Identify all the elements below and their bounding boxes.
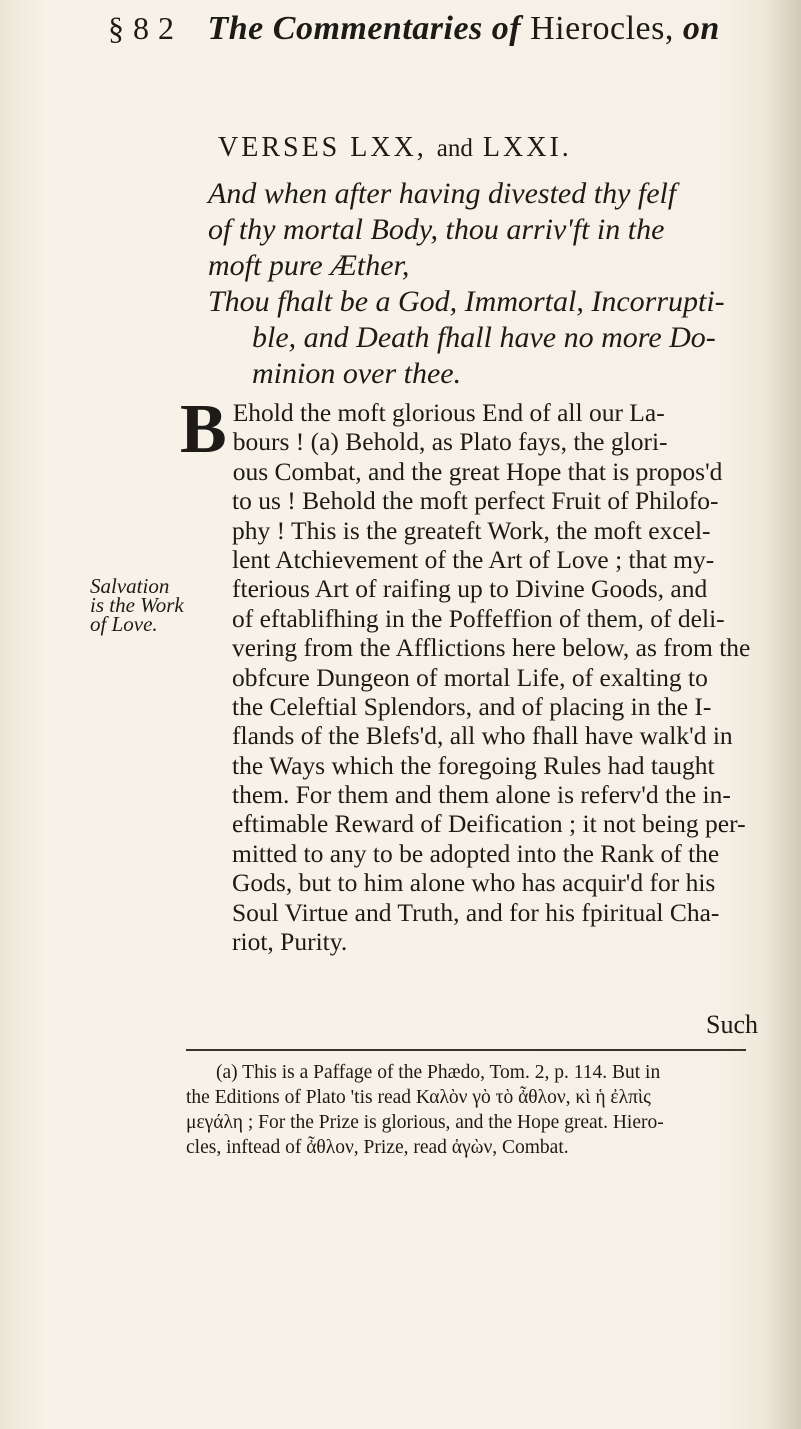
running-title-roman: Hierocles, xyxy=(530,10,674,47)
footnote xyxy=(186,1060,756,1160)
commentary-body xyxy=(180,391,780,957)
body-line: lent Atchievement of the Art of Love ; that my- xyxy=(232,544,715,574)
verse-heading xyxy=(218,132,618,164)
body-line: the Ways which the foregoing Rules had taught xyxy=(232,750,715,780)
body-line: riot, Purity. xyxy=(232,927,348,957)
body-line: of eftablifhing in the Poffeffion of them, of deli- xyxy=(232,603,725,633)
footnote-rule xyxy=(186,1049,746,1051)
body-line: to us ! Behold the moft perfect Fruit of Philofo- xyxy=(232,486,719,516)
body-line: Soul Virtue and Truth, and for his fpiritual Cha- xyxy=(232,897,720,927)
verse-text xyxy=(208,176,768,392)
body-line: ous Combat, and the great Hope that is propos'd xyxy=(232,456,723,486)
verse-line: minion over thee. xyxy=(252,357,462,390)
body-line: vering from the Afflictions here below, as from the xyxy=(232,633,751,663)
footnote-line: μεγάλη ; For the Prize is glorious, and the Hope great. Hiero- xyxy=(186,1112,664,1133)
margin-note xyxy=(90,574,210,636)
body-line: obfcure Dungeon of mortal Life, of exalting to xyxy=(232,662,708,692)
verse-line: And when after having divested thy felf xyxy=(208,177,677,210)
body-line: mitted to any to be adopted into the Rank of the xyxy=(232,838,720,868)
catchword: Such xyxy=(706,1010,758,1039)
footnote-line: (a) This is a Paffage of the Phædo, Tom. 2, p. 114. But in xyxy=(216,1062,661,1083)
body-line: the Celeftial Splendors, and of placing in the I- xyxy=(232,691,712,721)
margin-note-line: Salvation xyxy=(90,574,170,598)
body-line: flands of the Blefs'd, all who fhall have walk'd in xyxy=(232,721,733,751)
drop-cap: B xyxy=(180,391,227,468)
page-number: § 8 2 xyxy=(108,10,175,46)
running-head xyxy=(108,10,748,48)
footnote-line: the Editions of Plato 'tis read Καλὸν γὸ τὸ ἆθλον, κὶ ἡ ἐλπὶς xyxy=(186,1087,651,1108)
body-line: Ehold the moft glorious End of all our La- xyxy=(232,398,665,427)
body-line: bours ! (a) Behold, as Plato fays, the glori- xyxy=(232,427,668,457)
running-title-italic: The Commentaries of xyxy=(207,10,522,47)
verse-heading-number: LXXI. xyxy=(482,132,572,163)
footnote-line: cles, inftead of ἆθλον, Prize, read ἀγὼν, Combat. xyxy=(186,1137,569,1158)
body-line: them. For them and them alone is referv'd the in- xyxy=(232,780,731,810)
body-line: Gods, but to him alone who has acquir'd for his xyxy=(232,868,716,898)
verse-line: moft pure Æther, xyxy=(208,249,410,282)
margin-note-line: is the Work xyxy=(90,593,184,617)
body-line: fterious Art of raifing up to Divine Goods, and xyxy=(232,574,708,604)
verse-line: of thy mortal Body, thou arriv'ft in the xyxy=(208,213,665,246)
body-line: eftimable Reward of Deification ; it not being per- xyxy=(232,809,746,839)
verse-line: ble, and Death fhall have no more Do- xyxy=(252,321,716,354)
verse-heading-verses: VERSES LXX, xyxy=(218,132,427,163)
running-title-end: on xyxy=(682,10,720,47)
verse-heading-and: and xyxy=(436,135,473,162)
body-line: phy ! This is the greateft Work, the moft excel- xyxy=(232,515,711,545)
margin-note-line: of Love. xyxy=(90,612,158,636)
verse-line: Thou fhalt be a God, Immortal, Incorrupti- xyxy=(208,285,725,318)
